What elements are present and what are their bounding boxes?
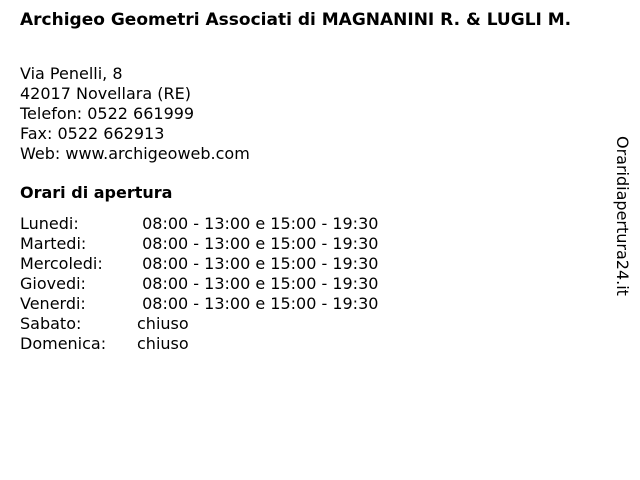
day-hours: 08:00 - 13:00 e 15:00 - 19:30 [137, 214, 379, 233]
day-hours: 08:00 - 13:00 e 15:00 - 19:30 [137, 274, 379, 293]
day-hours: 08:00 - 13:00 e 15:00 - 19:30 [137, 254, 379, 273]
day-label: Sabato: [20, 314, 82, 333]
day-hours: chiuso [137, 334, 189, 353]
hours-row-monday [20, 214, 378, 234]
city: 42017 Novellara (RE) [20, 84, 191, 103]
hours-row-sunday [20, 334, 378, 354]
day-hours: 08:00 - 13:00 e 15:00 - 19:30 [137, 234, 379, 253]
website: Web: www.archigeoweb.com [20, 144, 250, 163]
hours-row-wednesday [20, 254, 378, 274]
day-hours: 08:00 - 13:00 e 15:00 - 19:30 [137, 294, 379, 313]
hours-row-saturday [20, 314, 378, 334]
street: Via Penelli, 8 [20, 64, 123, 83]
business-name: Archigeo Geometri Associati di MAGNANINI R. & LUGLI M. [20, 10, 572, 30]
hours-row-tuesday [20, 234, 378, 254]
hours-row-friday [20, 294, 378, 314]
day-label: Martedi: [20, 234, 87, 253]
opening-hours-table [20, 214, 378, 354]
day-label: Domenica: [20, 334, 107, 353]
phone: Telefon: 0522 661999 [20, 104, 195, 123]
fax: Fax: 0522 662913 [20, 124, 165, 143]
day-label: Giovedi: [20, 274, 86, 293]
watermark-site-name: Oraridiapertura24.it [613, 136, 632, 296]
day-label: Venerdi: [20, 294, 86, 313]
day-hours: chiuso [137, 314, 189, 333]
address-block [20, 64, 250, 164]
day-label: Mercoledi: [20, 254, 103, 273]
hours-row-thursday [20, 274, 378, 294]
day-label: Lunedi: [20, 214, 79, 233]
opening-hours-heading: Orari di apertura [20, 183, 173, 202]
